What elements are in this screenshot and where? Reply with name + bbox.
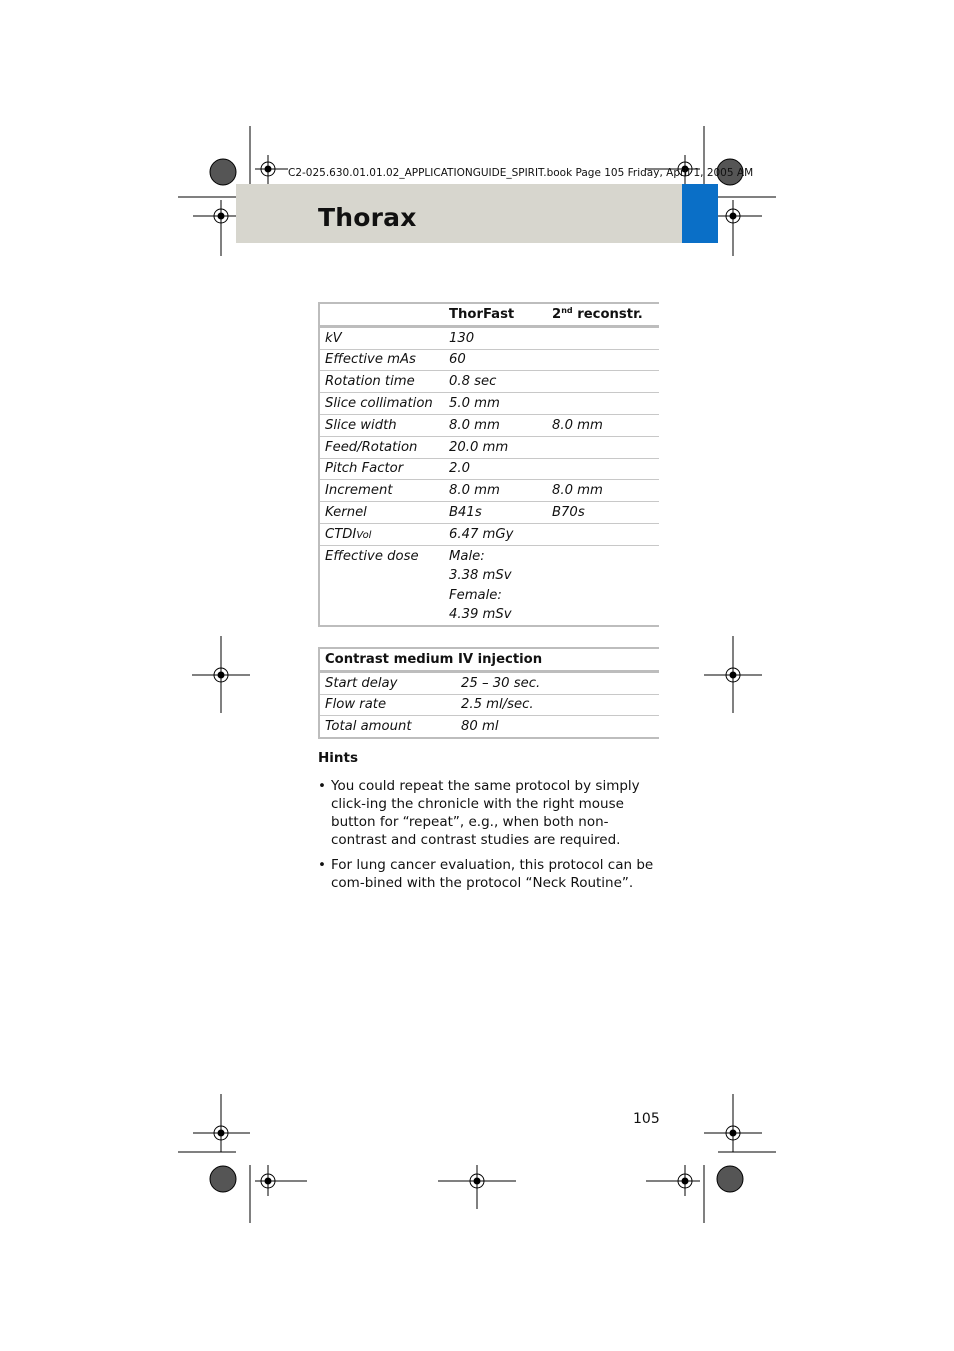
title-accent-bar [682,184,718,243]
param-label: Feed/Rotation [325,439,418,455]
thorfast-value: 130 [449,330,475,346]
recon-value [547,326,659,349]
recon-value [547,523,659,545]
table-row [319,414,659,436]
table-row [319,393,659,415]
thorfast-value: 2.0 [449,461,470,477]
print-header: C2-025.630.01.01.02_APPLICATIONGUIDE_SPIRIT.book Page 105 Friday, April 1, 2005 AM [288,167,754,179]
thorfast-value: 5.0 mm [449,396,500,412]
thorfast-value: 0.8 sec [449,374,497,390]
param-label: Start delay [325,675,398,691]
female-label: Female: [449,587,502,603]
hint-text: You could repeat the same protocol by simply click-ing the chronicle with the right mouse button for “repeat”, e.g., when both non-contrast and contrast studies are required. [331,778,640,848]
page-title: Thorax [318,203,417,232]
table-row [319,436,659,458]
recon-value [547,371,659,393]
table-row [319,671,659,694]
table-row [319,458,659,480]
bullet: • [318,857,326,873]
table-row [319,326,659,349]
header-parameter [319,303,444,326]
param-label: Slice collimation [325,396,433,412]
table-row [319,694,659,716]
male-label: Male: [449,548,485,564]
page-number: 105 [633,1111,660,1127]
hint-text: For lung cancer evaluation, this protocol can be com-bined with the protocol “Neck Routine”. [331,857,654,891]
param-value: 2.5 ml/sec. [461,697,534,713]
table-row [319,502,659,524]
recon-value: 8.0 mm [552,483,603,499]
recon-value [547,436,659,458]
param-label: Effective mAs [325,352,416,368]
table-row [319,371,659,393]
param-label: Kernel [325,505,367,521]
female-value: 4.39 mSv [449,607,512,623]
male-value: 3.38 mSv [449,568,512,584]
param-label: Flow rate [325,697,387,713]
thorfast-value: B41s [449,505,482,521]
thorfast-value: 60 [449,352,466,368]
recon-value: 8.0 mm [552,417,603,433]
table-row [319,523,659,545]
recon-value [547,393,659,415]
hints-heading: Hints [318,750,359,766]
hint-item [318,777,663,849]
table-header-row [319,303,659,326]
param-label: Slice width [325,417,397,433]
param-label: Total amount [325,719,412,735]
thorfast-value: 6.47 mGy [449,526,514,542]
hint-item [318,856,663,892]
header-2nd-reconstr: 2nd reconstr. [552,306,643,323]
param-label: Rotation time [325,374,415,390]
table-row-effective-dose [319,545,659,626]
table-row [319,480,659,502]
contrast-medium-table [318,647,659,739]
table-row [319,716,659,738]
table-row [319,349,659,371]
scan-parameters-table [318,302,659,627]
recon-value: B70s [552,505,585,521]
thorfast-value: 8.0 mm [449,417,500,433]
thorfast-value: 20.0 mm [449,439,509,455]
param-label: Effective dose [325,548,419,564]
param-value: 25 – 30 sec. [461,675,541,691]
param-value: 80 ml [461,719,499,735]
param-label: Pitch Factor [325,461,404,477]
effective-dose-values [444,545,547,626]
recon-value [547,349,659,371]
recon-value [547,458,659,480]
header-thorfast: ThorFast [449,306,515,322]
recon-value [547,545,659,626]
param-label-ctdi: CTDIVol [325,526,372,542]
title-band [236,184,682,243]
bullet: • [318,778,326,794]
thorfast-value: 8.0 mm [449,483,500,499]
table-header-row [319,648,659,671]
param-label: Increment [325,483,393,499]
param-label: kV [325,330,342,346]
contrast-header: Contrast medium IV injection [325,651,543,667]
